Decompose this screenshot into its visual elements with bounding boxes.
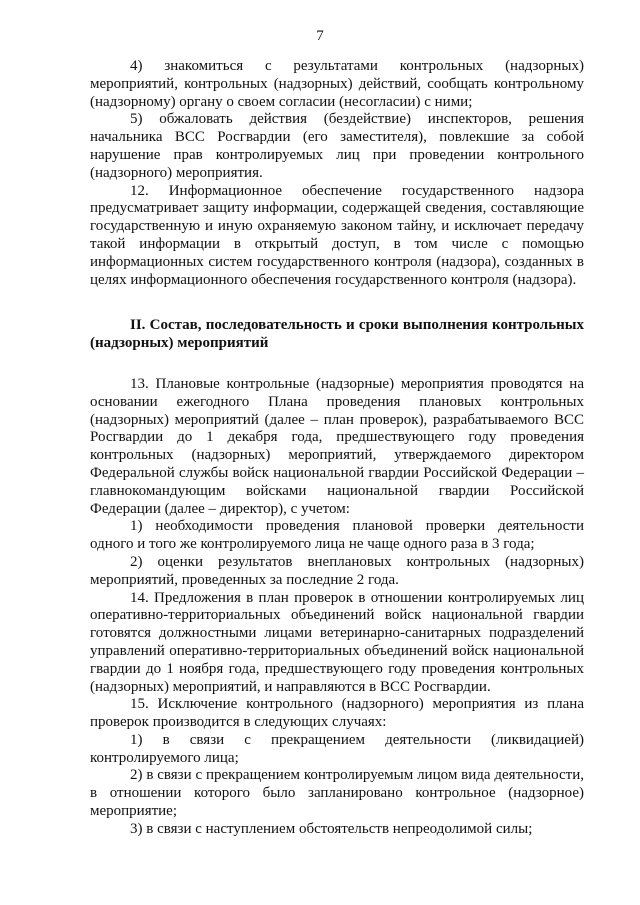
paragraph-13-item-1: 1) необходимости проведения плановой проверки деятельности одного и того же контролируемого лица не чаще одного раза в 3 года; bbox=[90, 518, 584, 553]
paragraph-12: 12. Информационное обеспечение государственного надзора предусматривает защиту информации, содержащей сведения, составляющие государственную и иную охраняемую законом тайну, и исключает передачу такой информации в открытый доступ, в том числе с помощью информационных систем государственного контроля (надзора), созданных в целях информационного обеспечения государственного контроля (надзора). bbox=[90, 182, 584, 288]
paragraph-item-4: 4) знакомиться с результатами контрольных (надзорных) мероприятий, контрольных (надзорных) действий, сообщать контрольному (надзорному) органу о своем согласии (несогласии) с ними; bbox=[90, 58, 584, 110]
paragraph-15-item-2: 2) в связи с прекращением контролируемым лицом вида деятельности, в отношении которого было запланировано контрольное (надзорное) мероприятие; bbox=[90, 767, 584, 820]
paragraph-13: 13. Плановые контрольные (надзорные) мероприятия проводятся на основании ежегодного Плана проведения плановых контрольных (надзорных) мероприятий (далее – план проверок), разрабатываемого ВСС Росгвардии до 1 декабря года, предшествующего году проведения контрольных (надзорных) мероприятий, утверждаемого директором Федеральной службы войск национальной гвардии Российской Федерации – главнокомандующим войсками национальной гвардии Российской Федерации (далее – директор), с учетом: bbox=[90, 375, 584, 517]
document-body bbox=[90, 58, 584, 839]
paragraph-15-item-1: 1) в связи с прекращением деятельности (ликвидацией) контролируемого лица; bbox=[90, 731, 584, 766]
paragraph-15-item-3: 3) в связи с наступлением обстоятельств непреодолимой силы; bbox=[130, 820, 533, 837]
paragraph-14: 14. Предложения в план проверок в отношении контролируемых лиц оперативно-территориальных объединений войск национальной гвардии готовятся должностными лицами ветеринарно-санитарных подразделений управлений оперативно-территориальных объединений войск национальной гвардии до 1 ноября года, предшествующего году проведения контрольных (надзорных) мероприятий, и направляются в ВСС Росгвардии. bbox=[90, 589, 584, 695]
paragraph-15: 15. Исключение контрольного (надзорного) мероприятия из плана проверок производится в следующих случаях: bbox=[90, 696, 584, 731]
section-heading: II. Состав, последовательность и сроки выполнения контрольных (надзорных) мероприятий bbox=[90, 317, 584, 352]
page-number: 7 bbox=[316, 28, 324, 44]
paragraph-13-item-2: 2) оценки результатов внеплановых контрольных (надзорных) мероприятий, проведенных за последние 2 года. bbox=[90, 553, 584, 588]
paragraph-item-5: 5) обжаловать действия (бездействие) инспекторов, решения начальника ВСС Росгвардии (его заместителя), повлекшие за собой нарушение прав контролируемых лиц при проведении контрольного (надзорного) мероприятия. bbox=[90, 111, 584, 181]
